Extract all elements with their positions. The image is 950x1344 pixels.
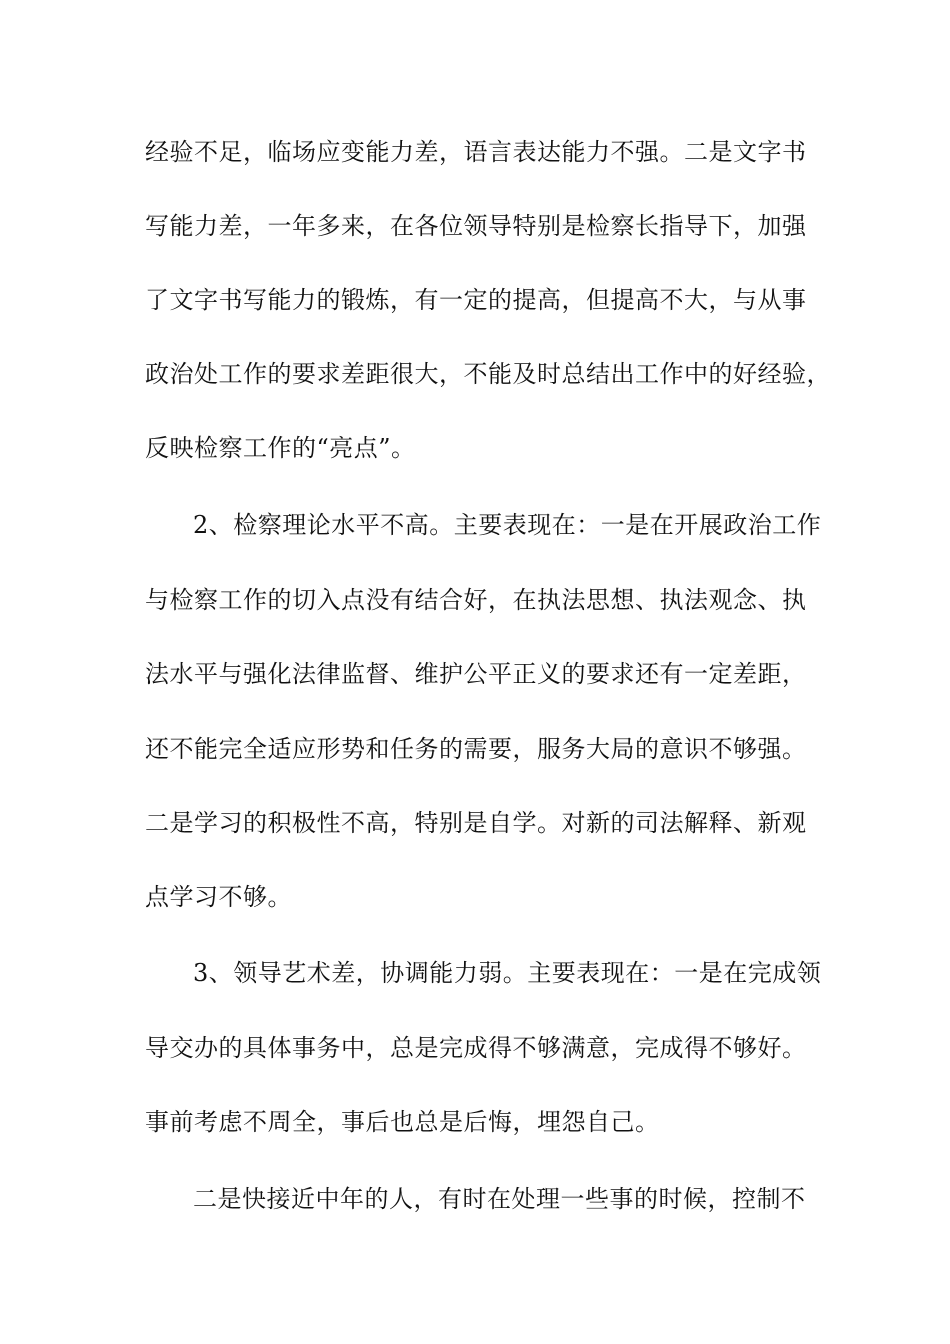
text-line: 二是学习的积极性不高，特别是自学。对新的司法解释、新观 xyxy=(145,809,807,837)
text-line: 导交办的具体事务中，总是完成得不够满意，完成得不够好。 xyxy=(145,1034,807,1062)
paragraph-start-line: 2、检察理论水平不高。主要表现在：一是在开展政治工作 xyxy=(193,511,822,539)
text-line: 点学习不够。 xyxy=(145,883,292,911)
text-line: 经验不足，临场应变能力差，语言表达能力不强。二是文字书 xyxy=(145,138,807,166)
text-line: 反映检察工作的“亮点”。 xyxy=(145,434,416,462)
text-line: 法水平与强化法律监督、维护公平正义的要求还有一定差距， xyxy=(145,660,807,688)
paragraph-start-line: 3、领导艺术差，协调能力弱。主要表现在：一是在完成领 xyxy=(193,959,822,987)
text-line: 政治处工作的要求差距很大，不能及时总结出工作中的好经验， xyxy=(145,360,831,388)
paragraph-start-line: 二是快接近中年的人，有时在处理一些事的时候，控制不 xyxy=(193,1185,806,1213)
text-line: 事前考虑不周全，事后也总是后悔，埋怨自己。 xyxy=(145,1108,660,1136)
text-line: 与检察工作的切入点没有结合好，在执法思想、执法观念、执 xyxy=(145,586,807,614)
text-line: 写能力差，一年多来，在各位领导特别是检察长指导下，加强 xyxy=(145,212,807,240)
text-line: 了文字书写能力的锻炼，有一定的提高，但提高不大，与从事 xyxy=(145,286,807,314)
text-line: 还不能完全适应形势和任务的需要，服务大局的意识不够强。 xyxy=(145,735,807,763)
